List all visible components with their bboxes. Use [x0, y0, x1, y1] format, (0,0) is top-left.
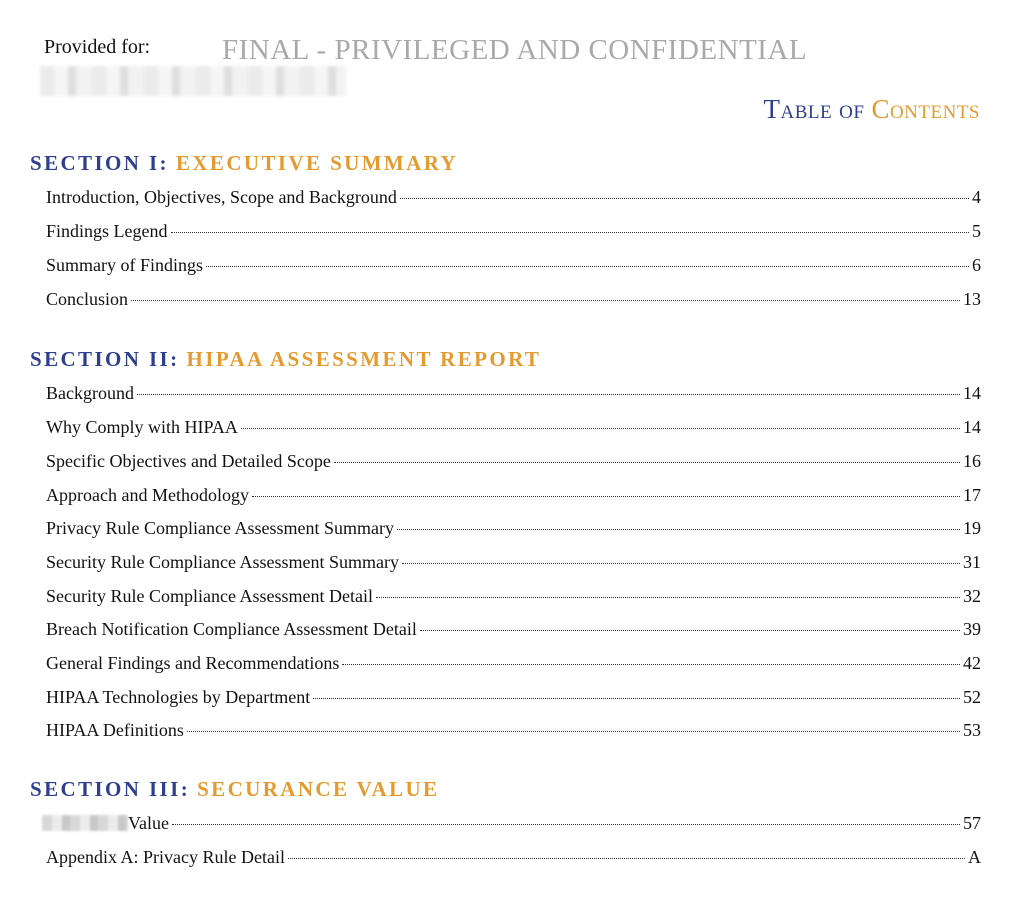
dot-leader	[252, 496, 960, 497]
section-heading-1	[30, 151, 458, 176]
dot-leader	[342, 664, 960, 665]
toc-entry[interactable]	[46, 653, 981, 677]
toc-entry[interactable]	[46, 485, 981, 509]
toc-entry[interactable]	[46, 289, 981, 313]
toc-entry-label-text: Value	[128, 813, 169, 833]
toc-entry-label: Approach and Methodology	[46, 485, 249, 505]
section-number: SECTION I:	[30, 151, 169, 175]
toc-entry[interactable]	[46, 619, 981, 643]
toc-entry-page: 57	[963, 813, 981, 833]
toc-entry-label: HIPAA Technologies by Department	[46, 687, 311, 707]
toc-entry-label: Appendix A: Privacy Rule Detail	[46, 847, 285, 867]
dot-leader	[313, 698, 960, 699]
toc-entry-label: Specific Objectives and Detailed Scope	[46, 451, 331, 471]
toc-entry[interactable]	[46, 417, 981, 441]
toc-entry[interactable]	[46, 847, 981, 871]
toc-entry[interactable]	[46, 552, 981, 576]
toc-entry-label: Security Rule Compliance Assessment Detail	[46, 586, 373, 606]
toc-entry-page: 5	[972, 221, 981, 241]
toc-entry[interactable]	[46, 720, 981, 744]
toc-entry-label: Security Rule Compliance Assessment Summary	[46, 552, 399, 572]
toc-entry-label: Introduction, Objectives, Scope and Background	[46, 187, 397, 207]
toc-entry[interactable]	[46, 383, 981, 407]
dot-leader	[334, 462, 960, 463]
dot-leader	[172, 824, 960, 825]
toc-entry[interactable]	[46, 518, 981, 542]
toc-entry-label: Background	[46, 383, 134, 403]
toc-entry-label: Privacy Rule Compliance Assessment Summary	[46, 518, 394, 538]
toc-entry[interactable]	[46, 687, 981, 711]
section-heading-3	[30, 777, 439, 802]
toc-entry-page: 14	[963, 417, 981, 437]
dot-leader	[376, 597, 960, 598]
toc-entry-label	[46, 813, 169, 834]
toc-entry-page: 17	[963, 485, 981, 505]
dot-leader	[402, 563, 960, 564]
toc-entry-page: 52	[963, 687, 981, 707]
toc-entry-page: 4	[972, 187, 981, 207]
toc-entry-page: 31	[963, 552, 981, 572]
toc-entry-page: 14	[963, 383, 981, 403]
section-name: HIPAA ASSESSMENT REPORT	[186, 347, 542, 371]
confidential-banner: FINAL - PRIVILEGED AND CONFIDENTIAL	[222, 34, 808, 66]
dot-leader	[206, 266, 969, 267]
provided-for-label: Provided for:	[44, 36, 151, 58]
toc-entry[interactable]	[46, 255, 981, 279]
toc-entry-page: 53	[963, 720, 981, 740]
toc-entry-label: Why Comply with HIPAA	[46, 417, 238, 437]
toc-entry-label: Summary of Findings	[46, 255, 204, 275]
toc-entry[interactable]	[46, 221, 981, 245]
toc-entry-page: 13	[963, 289, 981, 309]
section-number: SECTION II:	[30, 347, 180, 371]
toc-entry-label: General Findings and Recommendations	[46, 653, 340, 673]
toc-entry-page: 32	[963, 586, 981, 606]
toc-entry[interactable]	[46, 187, 981, 211]
toc-title-word-1: Table	[763, 94, 833, 124]
toc-title-word-2: of	[839, 94, 865, 124]
section-name: SECURANCE VALUE	[197, 777, 440, 801]
toc-title	[764, 94, 980, 125]
redacted-recipient	[40, 66, 346, 96]
toc-title-word-3: Contents	[871, 94, 980, 124]
toc-entry-page: 6	[972, 255, 981, 275]
toc-entry-label: HIPAA Definitions	[46, 720, 184, 740]
section-name: EXECUTIVE SUMMARY	[175, 151, 459, 175]
toc-entry-label: Findings Legend	[46, 221, 168, 241]
toc-entry-page: A	[968, 847, 981, 867]
toc-entry[interactable]	[46, 813, 981, 837]
dot-leader	[241, 428, 960, 429]
toc-entry[interactable]	[46, 451, 981, 475]
toc-entry-page: 19	[963, 518, 981, 538]
dot-leader	[131, 300, 960, 301]
toc-entry-page: 16	[963, 451, 981, 471]
dot-leader	[420, 630, 960, 631]
toc-entry[interactable]	[46, 586, 981, 610]
toc-entry-page: 39	[963, 619, 981, 639]
dot-leader	[288, 858, 965, 859]
redacted-company-name	[42, 815, 128, 831]
section-heading-2	[30, 347, 541, 372]
dot-leader	[137, 394, 960, 395]
dot-leader	[171, 232, 970, 233]
toc-entry-page: 42	[963, 653, 981, 673]
section-number: SECTION III:	[30, 777, 191, 801]
toc-entry-label: Breach Notification Compliance Assessment Detail	[46, 619, 417, 639]
toc-entry-label: Conclusion	[46, 289, 129, 309]
dot-leader	[400, 198, 969, 199]
dot-leader	[187, 731, 960, 732]
dot-leader	[397, 529, 960, 530]
